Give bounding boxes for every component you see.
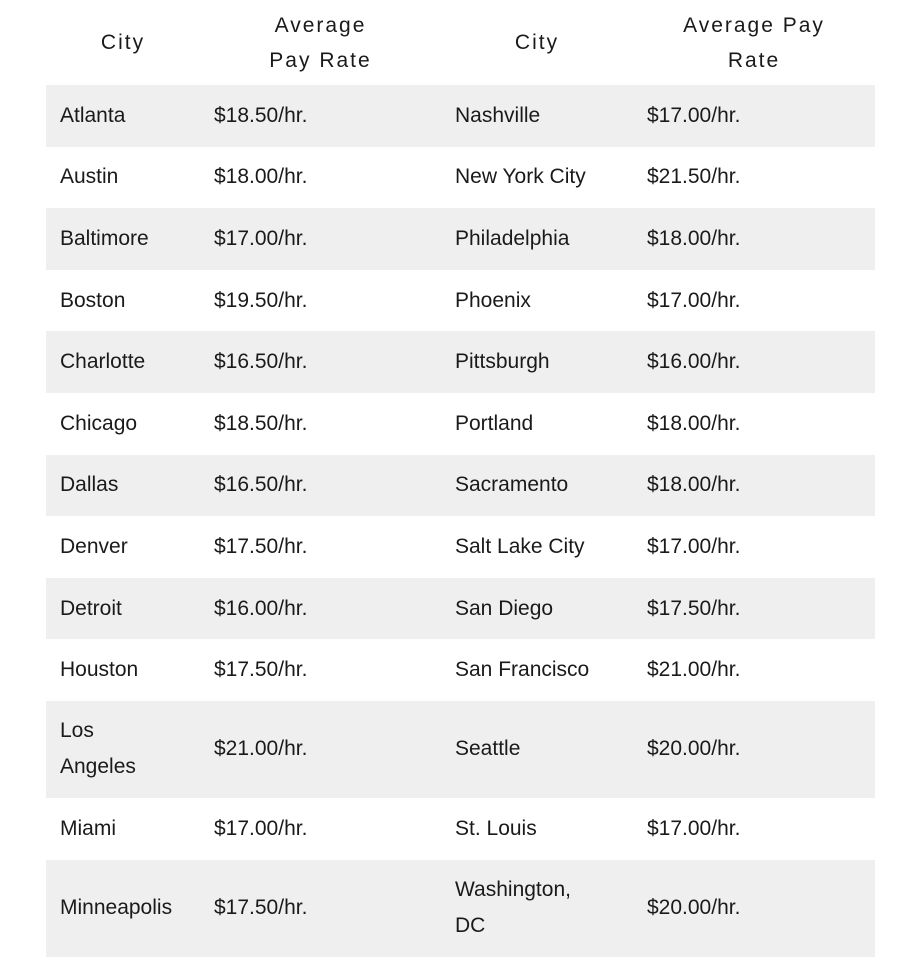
table-body [46,85,875,957]
rate-cell-left: $17.50/hr. [214,534,308,558]
rate-cell-right: $18.00/hr. [647,411,741,435]
city-cell-left: Chicago [60,411,138,435]
city-cell-left: Atlanta [60,103,126,127]
city-cell-left: Austin [60,165,119,189]
city-cell-left: Miami [60,816,116,840]
table-row [46,516,875,578]
table-row [46,639,875,701]
table-row [46,85,875,147]
rate-cell-right: $18.00/hr. [647,473,741,497]
city-cell-left: Houston [60,658,139,682]
table-row [46,798,875,860]
city-cell-right: New York City [455,165,586,189]
table-row [46,455,875,517]
city-cell-right: St. Louis [455,816,537,840]
rate-cell-right: $21.00/hr. [647,658,741,682]
table-row [46,860,875,957]
city-cell-left: Detroit [60,596,122,620]
table-row [46,393,875,455]
city-cell-left: Denver [60,534,128,558]
rate-cell-left: $18.50/hr. [214,411,308,435]
rate-cell-right: $17.00/hr. [647,103,741,127]
city-cell-left: Baltimore [60,226,149,250]
rate-cell-left: $17.00/hr. [214,816,308,840]
city-cell-right: Portland [455,411,534,435]
rate-cell-left: $18.00/hr. [214,165,308,189]
city-cell-left: Minneapolis [60,896,173,920]
rate-cell-right: $20.00/hr. [647,737,741,761]
city-cell-right: Washington, DC [455,878,571,938]
header-city-right: City [514,31,560,54]
city-cell-right: Salt Lake City [455,534,585,558]
rate-cell-right: $17.50/hr. [647,596,741,620]
rate-cell-right: $17.00/hr. [647,534,741,558]
city-cell-left: Los Angeles [60,719,136,779]
table-row [46,208,875,270]
city-cell-right: Pittsburgh [455,350,550,374]
rate-cell-left: $16.00/hr. [214,596,308,620]
header-rate-right: Average Pay Rate [683,13,825,72]
pay-rate-table [46,0,875,957]
city-cell-left: Dallas [60,473,119,497]
rate-cell-right: $17.00/hr. [647,288,741,312]
rate-cell-right: $17.00/hr. [647,816,741,840]
rate-cell-right: $20.00/hr. [647,896,741,920]
rate-cell-right: $16.00/hr. [647,350,741,374]
rate-cell-left: $17.50/hr. [214,896,308,920]
rate-cell-left: $19.50/hr. [214,288,308,312]
rate-cell-left: $17.00/hr. [214,226,308,250]
table-row [46,270,875,332]
city-cell-right: San Diego [455,596,554,620]
city-cell-right: San Francisco [455,658,590,682]
rate-cell-right: $21.50/hr. [647,165,741,189]
rate-cell-left: $16.50/hr. [214,350,308,374]
city-cell-left: Charlotte [60,350,146,374]
city-cell-right: Philadelphia [455,226,570,250]
table-header [46,0,875,85]
header-city-left: City [100,31,146,54]
table-row [46,701,875,798]
header-rate-left: Average Pay Rate [269,13,372,72]
rate-cell-left: $18.50/hr. [214,103,308,127]
city-cell-right: Seattle [455,737,521,761]
city-cell-right: Sacramento [455,473,569,497]
rate-cell-right: $18.00/hr. [647,226,741,250]
city-cell-left: Boston [60,288,126,312]
city-cell-right: Phoenix [455,288,531,312]
header-row [46,0,875,85]
table-row [46,147,875,209]
table-row [46,331,875,393]
rate-cell-left: $17.50/hr. [214,658,308,682]
city-cell-right: Nashville [455,103,541,127]
rate-cell-left: $16.50/hr. [214,473,308,497]
pay-rate-table-container [46,0,875,957]
table-row [46,578,875,640]
rate-cell-left: $21.00/hr. [214,737,308,761]
